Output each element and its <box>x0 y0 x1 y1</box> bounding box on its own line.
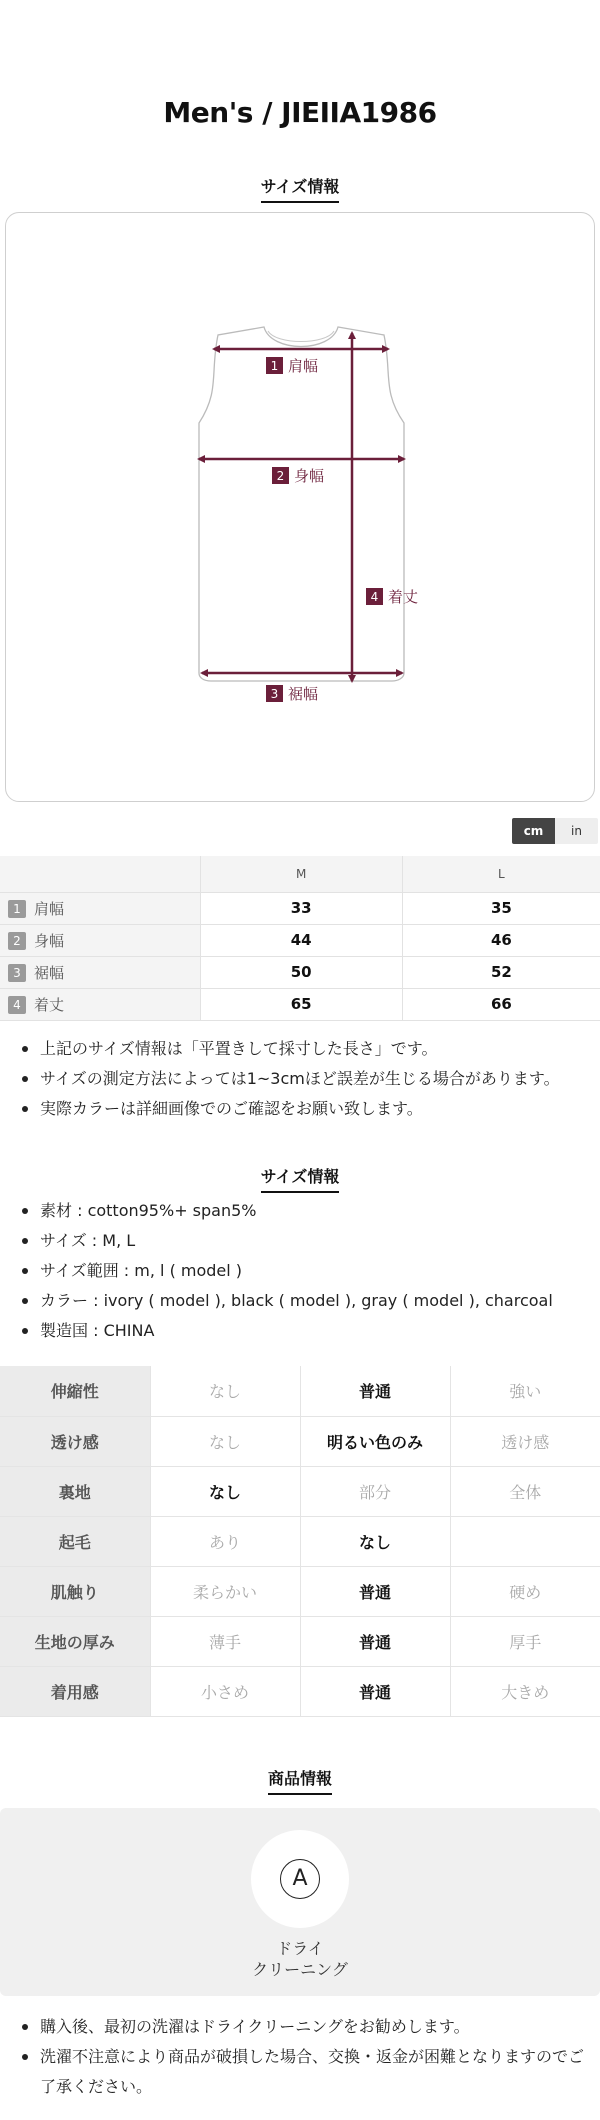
attribute-option: 硬め <box>450 1566 600 1616</box>
label-chest <box>272 467 324 485</box>
label-hem <box>266 685 318 703</box>
row-number-badge: 3 <box>8 964 26 982</box>
unit-cm-button[interactable]: cm <box>512 818 555 844</box>
care-label <box>0 1938 600 1980</box>
attribute-option-selected: 普通 <box>300 1666 450 1716</box>
svg-text:身幅: 身幅 <box>294 467 325 485</box>
svg-text:裾幅: 裾幅 <box>288 685 319 703</box>
attribute-name: 裏地 <box>0 1466 150 1516</box>
attribute-option: 透け感 <box>450 1416 600 1466</box>
row-label-text: 肩幅 <box>34 899 65 918</box>
list-item: 洗濯不注意により商品が破損した場合、交換・返金が困難となりますのでご了承ください。 <box>18 2042 588 2102</box>
care-icon-circle <box>251 1830 349 1928</box>
table-row <box>0 956 600 988</box>
row-number-badge: 2 <box>8 932 26 950</box>
row-label-text: 身幅 <box>34 931 65 950</box>
size-value: 33 <box>200 892 402 924</box>
care-label-line1: ドライ <box>276 1939 324 1958</box>
table-row <box>0 1616 600 1666</box>
attribute-option: 強い <box>450 1366 600 1416</box>
attribute-option-selected: 普通 <box>300 1366 450 1416</box>
svg-text:4: 4 <box>370 590 379 604</box>
unit-in-button[interactable]: in <box>555 818 598 844</box>
attribute-option: あり <box>150 1516 300 1566</box>
table-row <box>0 1416 600 1466</box>
care-label-line2: クリーニング <box>252 1960 348 1979</box>
attribute-option-selected: 普通 <box>300 1566 450 1616</box>
size-column-m: M <box>200 856 402 892</box>
neckline-inner <box>268 331 334 342</box>
product-specs-list <box>18 1196 588 1346</box>
table-row <box>0 1516 600 1566</box>
size-value: 50 <box>200 956 402 988</box>
table-row <box>0 988 600 1020</box>
table-row <box>0 1466 600 1516</box>
dry-cleaning-icon: A <box>280 1859 320 1899</box>
attribute-option-selected: 明るい色のみ <box>300 1416 450 1466</box>
label-length <box>366 588 418 606</box>
attribute-name: 伸縮性 <box>0 1366 150 1416</box>
table-row <box>0 1666 600 1716</box>
attribute-name: 生地の厚み <box>0 1616 150 1666</box>
attribute-option <box>450 1516 600 1566</box>
list-item: カラー : ivory ( model ), black ( model ), gray ( model ), charcoal <box>18 1286 588 1316</box>
list-item: 実際カラーは詳細画像でのご確認をお願い致します。 <box>18 1094 588 1124</box>
product-info-heading-text: 商品情報 <box>268 1766 332 1795</box>
list-item: サイズ範囲 : m, l ( model ) <box>18 1256 588 1286</box>
svg-text:1: 1 <box>270 359 279 373</box>
attribute-option: なし <box>150 1416 300 1466</box>
svg-text:着丈: 着丈 <box>388 588 419 606</box>
row-label <box>0 924 200 956</box>
list-item: 購入後、最初の洗濯はドライクリーニングをお勧めします。 <box>18 2012 588 2042</box>
row-label <box>0 988 200 1020</box>
attribute-option-selected: 普通 <box>300 1616 450 1666</box>
product-specs-heading <box>0 1164 600 1193</box>
table-row <box>0 1566 600 1616</box>
table-row <box>0 924 600 956</box>
attribute-option: 厚手 <box>450 1616 600 1666</box>
size-value: 35 <box>402 892 600 924</box>
list-item: サイズの測定方法によっては1~3cmほど誤差が生じる場合があります。 <box>18 1064 588 1094</box>
list-item: 素材 : cotton95%+ span5% <box>18 1196 588 1226</box>
row-label-text: 裾幅 <box>34 963 65 982</box>
attribute-option: 部分 <box>300 1466 450 1516</box>
attribute-option: 薄手 <box>150 1616 300 1666</box>
attribute-option-selected: なし <box>150 1466 300 1516</box>
attribute-option: 小さめ <box>150 1666 300 1716</box>
product-info-heading <box>0 1766 600 1795</box>
size-value: 46 <box>402 924 600 956</box>
size-column-l: L <box>402 856 600 892</box>
attribute-name: 着用感 <box>0 1666 150 1716</box>
row-label <box>0 956 200 988</box>
size-info-heading-text: サイズ情報 <box>261 174 340 203</box>
list-item: 製造国 : CHINA <box>18 1316 588 1346</box>
unit-toggle[interactable] <box>512 818 598 844</box>
fabric-attributes-table <box>0 1366 600 1717</box>
row-label <box>0 892 200 924</box>
svg-text:3: 3 <box>270 687 279 701</box>
size-table-corner <box>0 856 200 892</box>
table-row <box>0 1366 600 1416</box>
attribute-name: 透け感 <box>0 1416 150 1466</box>
size-diagram <box>5 212 595 802</box>
attribute-name: 肌触り <box>0 1566 150 1616</box>
garment-outline <box>199 327 404 681</box>
attribute-option: 大きめ <box>450 1666 600 1716</box>
label-shoulder <box>266 357 318 375</box>
attribute-option: 柔らかい <box>150 1566 300 1616</box>
row-number-badge: 1 <box>8 900 26 918</box>
size-table-header <box>0 856 600 892</box>
size-value: 65 <box>200 988 402 1020</box>
list-item: サイズ : M, L <box>18 1226 588 1256</box>
tank-top-diagram <box>6 213 596 803</box>
size-value: 44 <box>200 924 402 956</box>
row-number-badge: 4 <box>8 996 26 1014</box>
svg-text:肩幅: 肩幅 <box>288 357 319 375</box>
size-value: 52 <box>402 956 600 988</box>
size-table <box>0 856 600 1021</box>
row-label-text: 着丈 <box>34 995 65 1014</box>
product-info-notes <box>18 2012 588 2102</box>
list-item: 上記のサイズ情報は「平置きして採寸した長さ」です。 <box>18 1034 588 1064</box>
svg-text:2: 2 <box>276 469 285 483</box>
size-info-heading <box>0 174 600 203</box>
product-specs-heading-text: サイズ情報 <box>261 1164 340 1193</box>
attribute-option-selected: なし <box>300 1516 450 1566</box>
size-value: 66 <box>402 988 600 1020</box>
table-row <box>0 892 600 924</box>
attribute-option: 全体 <box>450 1466 600 1516</box>
page-title: Men's / JIEIIA1986 <box>163 96 437 129</box>
attribute-option: なし <box>150 1366 300 1416</box>
care-instructions-box <box>0 1808 600 1996</box>
attribute-name: 起毛 <box>0 1516 150 1566</box>
size-notes <box>18 1034 588 1124</box>
